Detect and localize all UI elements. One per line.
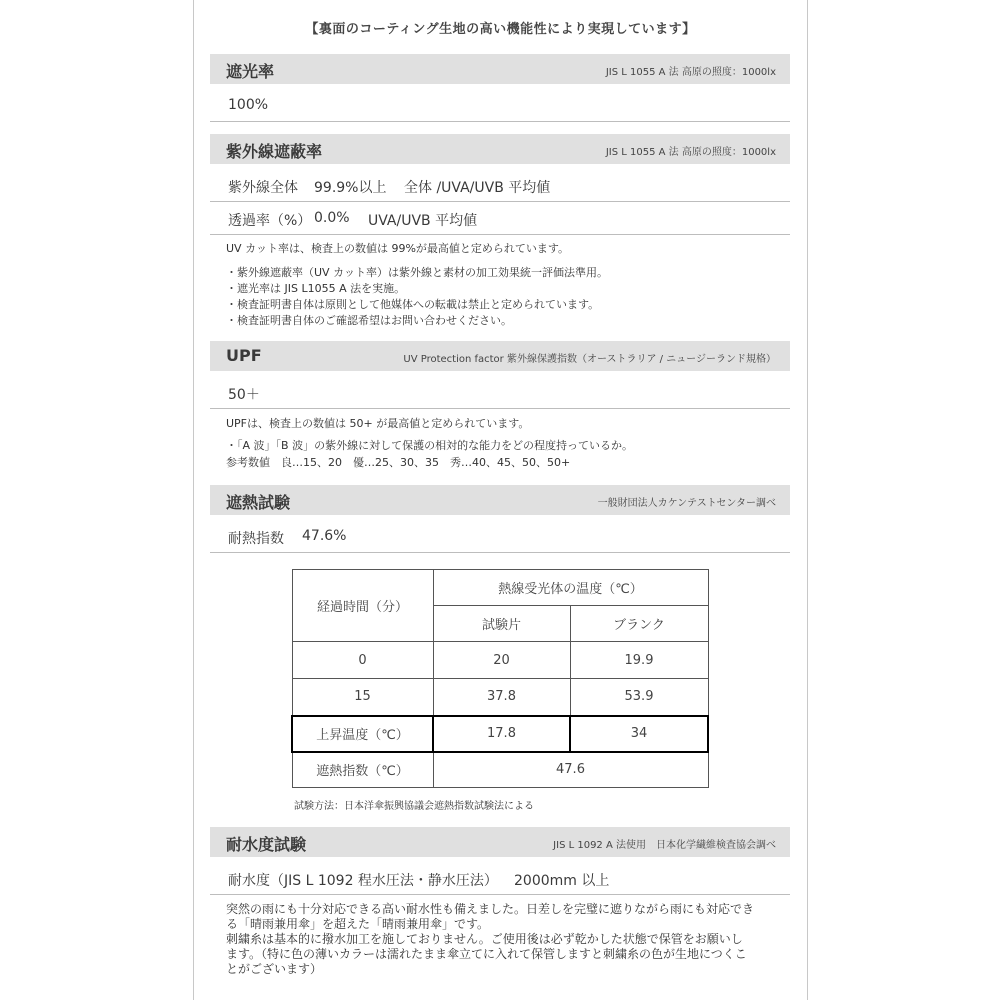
uv-transmission-extra: UVA/UVB 平均値 (368, 213, 478, 229)
table-row-highlight (292, 716, 708, 752)
uv-note-0: UV カット率は、検査上の数値は 99%が最高値と定められています。 (226, 242, 570, 255)
heat-test-table (291, 569, 709, 788)
section-title: 紫外線遮蔽率 (226, 142, 323, 161)
cell-sample: 20 (433, 642, 570, 679)
upf-note-2: 参考数値 良…15、20 優…25、30、35 秀…40、45、50、50+ (226, 456, 571, 469)
section-header-water (210, 827, 790, 857)
upf-row (210, 375, 790, 409)
table-row (292, 679, 708, 716)
col-header-blank: ブランク (570, 606, 708, 642)
water-value: 2000mm 以上 (514, 873, 610, 889)
table-row (292, 752, 708, 788)
uv-note-2: ・遮光率は JIS L1055 A 法を実施。 (226, 282, 406, 295)
uv-total-extra: 全体 /UVA/UVB 平均値 (404, 180, 551, 196)
uv-row-total (210, 168, 790, 202)
footnote-line: る「晴雨兼用傘」を超えた「晴雨兼用傘」です。 (226, 917, 490, 931)
heat-label: 耐熱指数 (228, 531, 284, 547)
cell-blank: 34 (570, 716, 708, 752)
upf-note-0: UPFは、検査上の数値は 50+ が最高値と定められています。 (226, 417, 530, 430)
uv-transmission-value: 0.0% (314, 210, 350, 226)
footnote-line: 突然の雨にも十分対応できる高い耐水性も備えました。日差しを完璧に遮りながら雨にも対応でき (226, 902, 755, 916)
col-header-temp: 熱線受光体の温度（℃） (433, 570, 708, 606)
uv-transmission-label: 透過率（%） (228, 213, 312, 229)
section-title: 耐水度試験 (226, 835, 307, 854)
section-note: JIS L 1092 A 法使用 日本化学繊維検査協会調べ (553, 840, 776, 851)
table-row (292, 642, 708, 679)
section-title: 遮熱試験 (226, 493, 291, 512)
footnote-line: ます。（特に色の薄いカラーは濡れたまま傘立てに入れて保管しますと刺繍糸の色が生地につくこ (226, 947, 747, 961)
section-header-heat (210, 485, 790, 515)
uv-note-1: ・紫外線遮蔽率（UV カット率）は紫外線と素材の加工効果統一評価法準用。 (226, 266, 608, 279)
section-note: 一般財団法人カケンテストセンター調べ (597, 498, 776, 509)
shading-row (210, 88, 790, 122)
section-title: UPF (226, 346, 262, 365)
cell-time: 15 (292, 679, 433, 716)
heat-row (210, 519, 790, 553)
cell-time: 0 (292, 642, 433, 679)
footnote-line: 刺繍糸は基本的に撥水加工を施しておりません。ご使用後は必ず乾かした状態で保管をお願いし (226, 932, 743, 946)
section-note: JIS L 1055 A 法 高原の照度：1000lx (605, 67, 776, 78)
uv-total-value: 99.9%以上 (314, 180, 387, 196)
cell-time: 上昇温度（℃） (292, 716, 433, 752)
section-note: JIS L 1055 A 法 高原の照度：1000lx (605, 147, 776, 158)
water-footnote (226, 902, 786, 977)
shading-value: 100% (228, 97, 269, 113)
uv-note-3: ・検査証明書自体は原則として他媒体への転載は禁止と定められています。 (226, 298, 600, 311)
uv-total-label: 紫外線全体 (228, 180, 298, 196)
cell-sample: 17.8 (433, 716, 570, 752)
cell-index-value: 47.6 (433, 752, 708, 788)
test-method-note: 試験方法：日本洋傘振興協議会遮熱指数試験法による (294, 801, 534, 812)
cell-index-label: 遮熱指数（℃） (292, 752, 433, 788)
upf-value: 50＋ (228, 387, 260, 403)
uv-note-4: ・検査証明書自体のご確認希望はお問い合わせください。 (226, 314, 512, 327)
section-header-uv (210, 134, 790, 164)
cell-blank: 53.9 (570, 679, 708, 716)
section-header-upf (210, 341, 790, 371)
col-header-time: 経過時間（分） (292, 570, 433, 642)
heat-value: 47.6% (302, 528, 347, 544)
top-note: 【裏面のコーティング生地の高い機能性により実現しています】 (305, 22, 696, 37)
water-label: 耐水度（JIS L 1092 程水圧法・静水圧法） (228, 873, 498, 889)
section-header-shading (210, 54, 790, 84)
water-row (210, 861, 790, 895)
footnote-line: とがございます） (226, 962, 323, 976)
uv-row-transmission (210, 201, 790, 235)
cell-sample: 37.8 (433, 679, 570, 716)
section-note: UV Protection factor 紫外線保護指数（オーストラリア / ニュージーランド規格） (403, 354, 776, 365)
section-title: 遮光率 (226, 62, 275, 81)
col-header-sample: 試験片 (433, 606, 570, 642)
cell-blank: 19.9 (570, 642, 708, 679)
upf-note-1: ・「A 波」「B 波」の紫外線に対して保護の相対的な能力をどの程度持っているか。 (226, 439, 634, 452)
